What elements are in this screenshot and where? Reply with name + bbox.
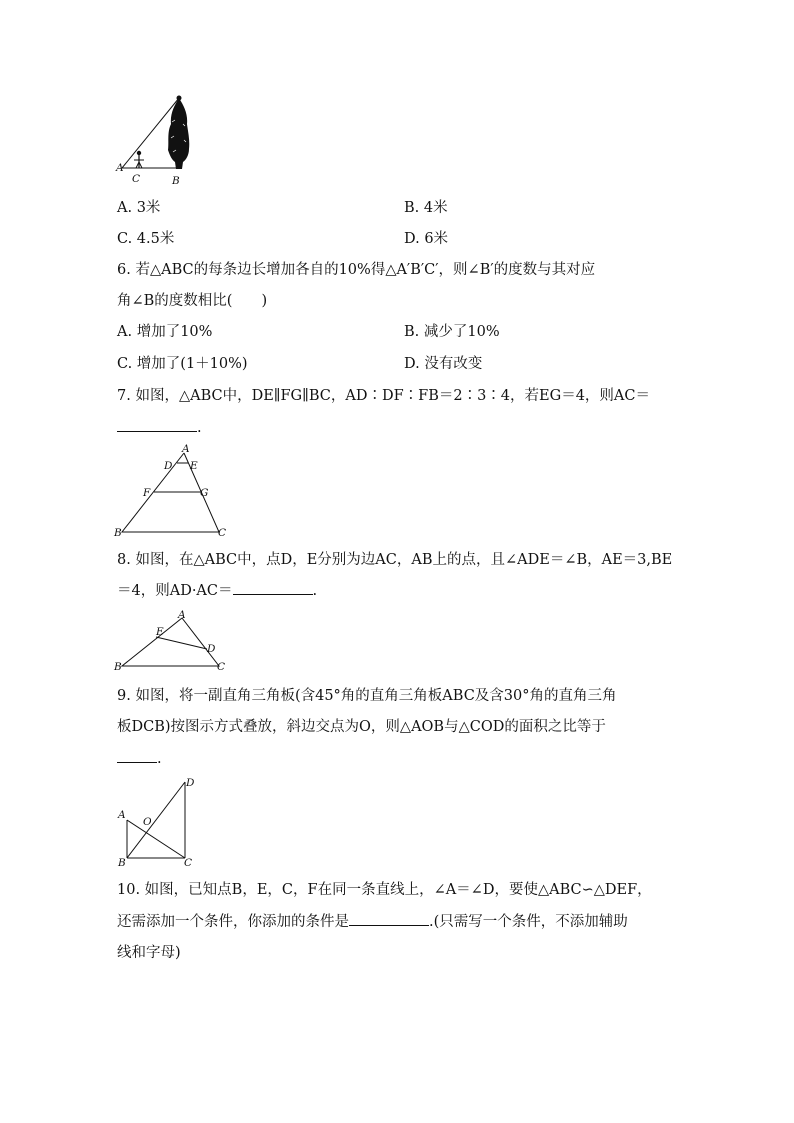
q9-answer-line — [117, 748, 162, 769]
q9-figure — [112, 774, 202, 870]
label-D: D — [207, 643, 216, 655]
label-E: E — [190, 460, 198, 472]
q6-option-a[interactable]: A. 增加了10% — [117, 324, 213, 340]
label-A: A — [178, 609, 186, 621]
q10-stem-line2-post: .(只需写一个条件，不添加辅助 — [429, 914, 628, 930]
label-E: E — [156, 626, 164, 638]
label-C: C — [217, 661, 226, 672]
q10-stem-line2 — [117, 911, 628, 932]
label-C: C — [184, 857, 193, 869]
label-D: D — [164, 460, 173, 472]
q9-period: . — [157, 751, 162, 767]
q8-stem-line1: 8. 如图，在△ABC中，点D，E分别为边AC，AB上的点，且∠ADE＝∠B，AE＝3,BE — [117, 552, 673, 568]
label-O: O — [143, 816, 152, 828]
q8-answer-blank[interactable] — [233, 580, 313, 595]
q9-stem-line2: 板DCB)按图示方式叠放，斜边交点为O，则△AOB与△COD的面积之比等于 — [117, 719, 606, 735]
q8-period: . — [312, 583, 318, 599]
q5-option-a[interactable]: A. 3米 — [117, 200, 161, 216]
q10-answer-blank[interactable] — [349, 911, 429, 926]
q7-answer-blank[interactable] — [117, 417, 197, 432]
tree-shadow-figure — [112, 92, 212, 188]
q10-stem-line2-pre: 还需添加一个条件，你添加的条件是 — [117, 914, 349, 930]
q7-answer-line — [117, 417, 202, 438]
q6-option-d[interactable]: D. 没有改变 — [404, 356, 483, 372]
q7-period: . — [197, 420, 202, 436]
q6-option-c[interactable]: C. 增加了(1＋10%) — [117, 356, 248, 372]
q10-stem-line3: 线和字母) — [117, 945, 181, 961]
q8-figure — [112, 606, 230, 672]
q6-stem-line1: 6. 若△ABC的每条边长增加各自的10%得△A′B′C′，则∠B′的度数与其对应 — [117, 262, 596, 278]
label-G: G — [200, 487, 209, 499]
q6-option-b[interactable]: B. 减少了10% — [404, 324, 500, 340]
label-F: F — [143, 487, 151, 499]
label-B: B — [114, 527, 122, 539]
label-B: B — [114, 661, 122, 672]
label-A: A — [118, 809, 126, 821]
person-icon — [134, 151, 144, 168]
q6-stem-line2: 角∠B的度数相比( ) — [117, 293, 268, 309]
q9-stem-line1: 9. 如图，将一副直角三角板(含45°角的直角三角板ABC及含30°角的直角三角 — [117, 688, 617, 704]
label-A: A — [182, 444, 190, 455]
label-C: C — [132, 173, 141, 185]
label-D: D — [186, 777, 195, 789]
q7-figure — [112, 444, 227, 540]
label-C: C — [218, 527, 227, 539]
q5-option-b[interactable]: B. 4米 — [404, 200, 448, 216]
tree-icon — [168, 96, 189, 170]
q10-stem-line1: 10. 如图，已知点B，E，C，F在同一条直线上，∠A＝∠D，要使△ABC∽△DEF， — [117, 882, 652, 898]
q8-stem-line2 — [117, 580, 317, 601]
q5-option-d[interactable]: D. 6米 — [404, 231, 449, 247]
label-A: A — [116, 162, 124, 174]
label-B: B — [172, 175, 180, 187]
q5-option-c[interactable]: C. 4.5米 — [117, 231, 175, 247]
label-B: B — [118, 857, 126, 869]
q7-stem-line1: 7. 如图，△ABC中，DE∥FG∥BC，AD∶DF∶FB＝2∶3∶4，若EG＝4，则AC＝ — [117, 388, 650, 404]
q9-answer-blank[interactable] — [117, 748, 157, 763]
q8-stem-line2-text: ＝4，则AD·AC＝ — [117, 583, 233, 599]
